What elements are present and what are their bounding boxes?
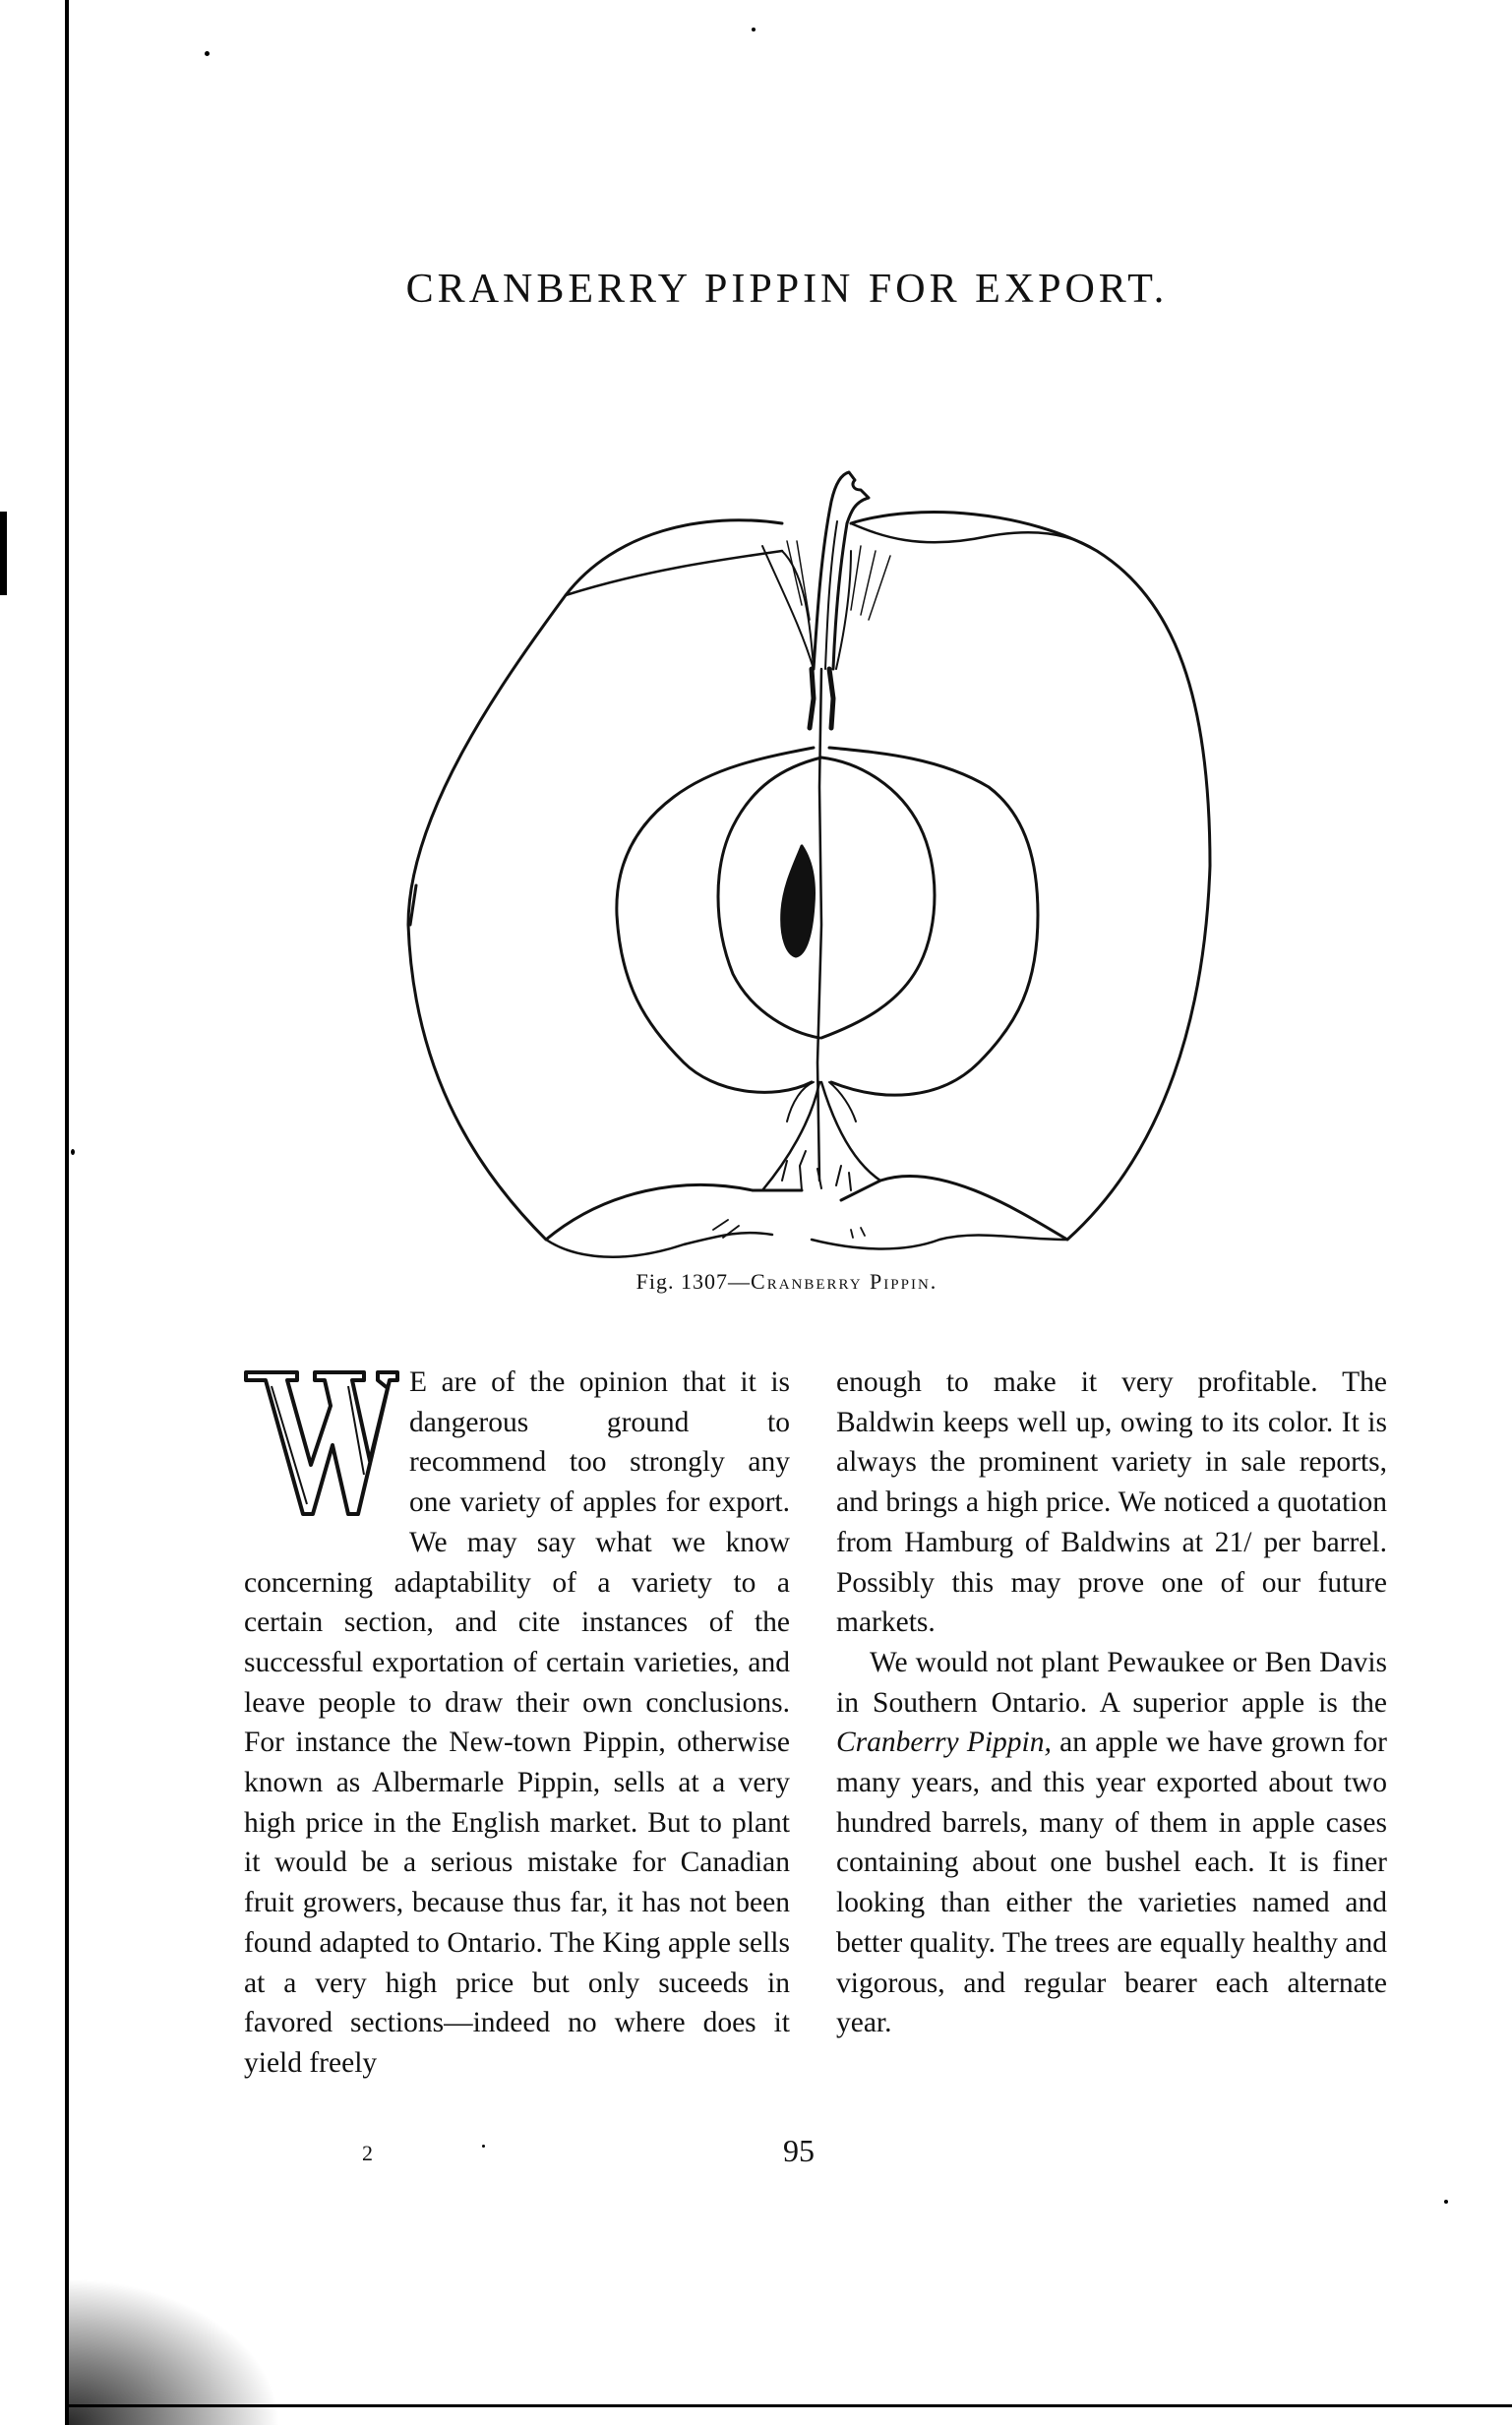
figure-caption: [0, 1269, 1512, 1295]
variety-name: Cranberry Pippin,: [836, 1727, 1052, 1759]
signature-mark: 2: [362, 2141, 373, 2165]
apple-cross-section-icon: [389, 374, 1235, 1259]
page-title: CRANBERRY PIPPIN FOR EXPORT.: [405, 267, 1169, 312]
speck: [1444, 2200, 1448, 2204]
article-column-right: [836, 1363, 1387, 2043]
dropcap-initial: [242, 1366, 399, 1524]
dropcap-w-icon: [242, 1366, 399, 1524]
paragraph-1-start: E are of the opinion that it is dangerous ground to recommend too strongly any one variety of apples for export. We may say what we know concerning adaptability of a variety to a certain section, and cite instances of the successful exportation of certain varieties, and leave people to draw their own conclusions. For instance the New-town Pippin, otherwise known as Albermarle Pippin, sells at a very high price in the English market. But to plant it would be a serious mistake for Canadian fruit growers, because thus far, it has not been found adapted to Ontario. The King apple sells at a very high price but only suceeds in favored sections—indeed no where does it yield freely: [244, 1366, 790, 2079]
corner-shadow: [65, 2277, 281, 2425]
paragraph-2-lead: We would not plant Pewaukee or Ben Davis in Southern Ontario. A superior apple is the: [836, 1646, 1387, 1719]
binding-mark: [0, 512, 7, 595]
speck: [752, 28, 756, 31]
page-number: 95: [783, 2133, 815, 2168]
paragraph-2: [836, 1643, 1387, 2043]
paragraph-1-end: enough to make it very profitable. The Baldwin keeps well up, owing to its color. It is always the prominent variety in sale reports, and brings a high price. We noticed a quotation from Hamburg of Baldwins at 21/ per barrel. Possibly this may prove one of our future markets.: [836, 1366, 1387, 1639]
apple-figure: [389, 374, 1235, 1259]
figure-title: Cranberry Pippin.: [751, 1269, 938, 1294]
speck: [205, 51, 210, 56]
figure-number: Fig. 1307—: [635, 1269, 752, 1294]
speck: [482, 2145, 485, 2148]
paragraph-2-rest: an apple we have grown for many years, and this year exported about two hundred barrels, many of them in apple cases containing about one bushel each. It is finer looking than either the varieties named and better quality. The trees are equally healthy and vigorous, and regular bearer each alternate year.: [836, 1727, 1387, 2039]
binding-edge: [65, 0, 69, 2425]
speck: [71, 1149, 75, 1155]
article-column-left: [244, 1363, 790, 2084]
bottom-edge: [65, 2404, 1512, 2407]
